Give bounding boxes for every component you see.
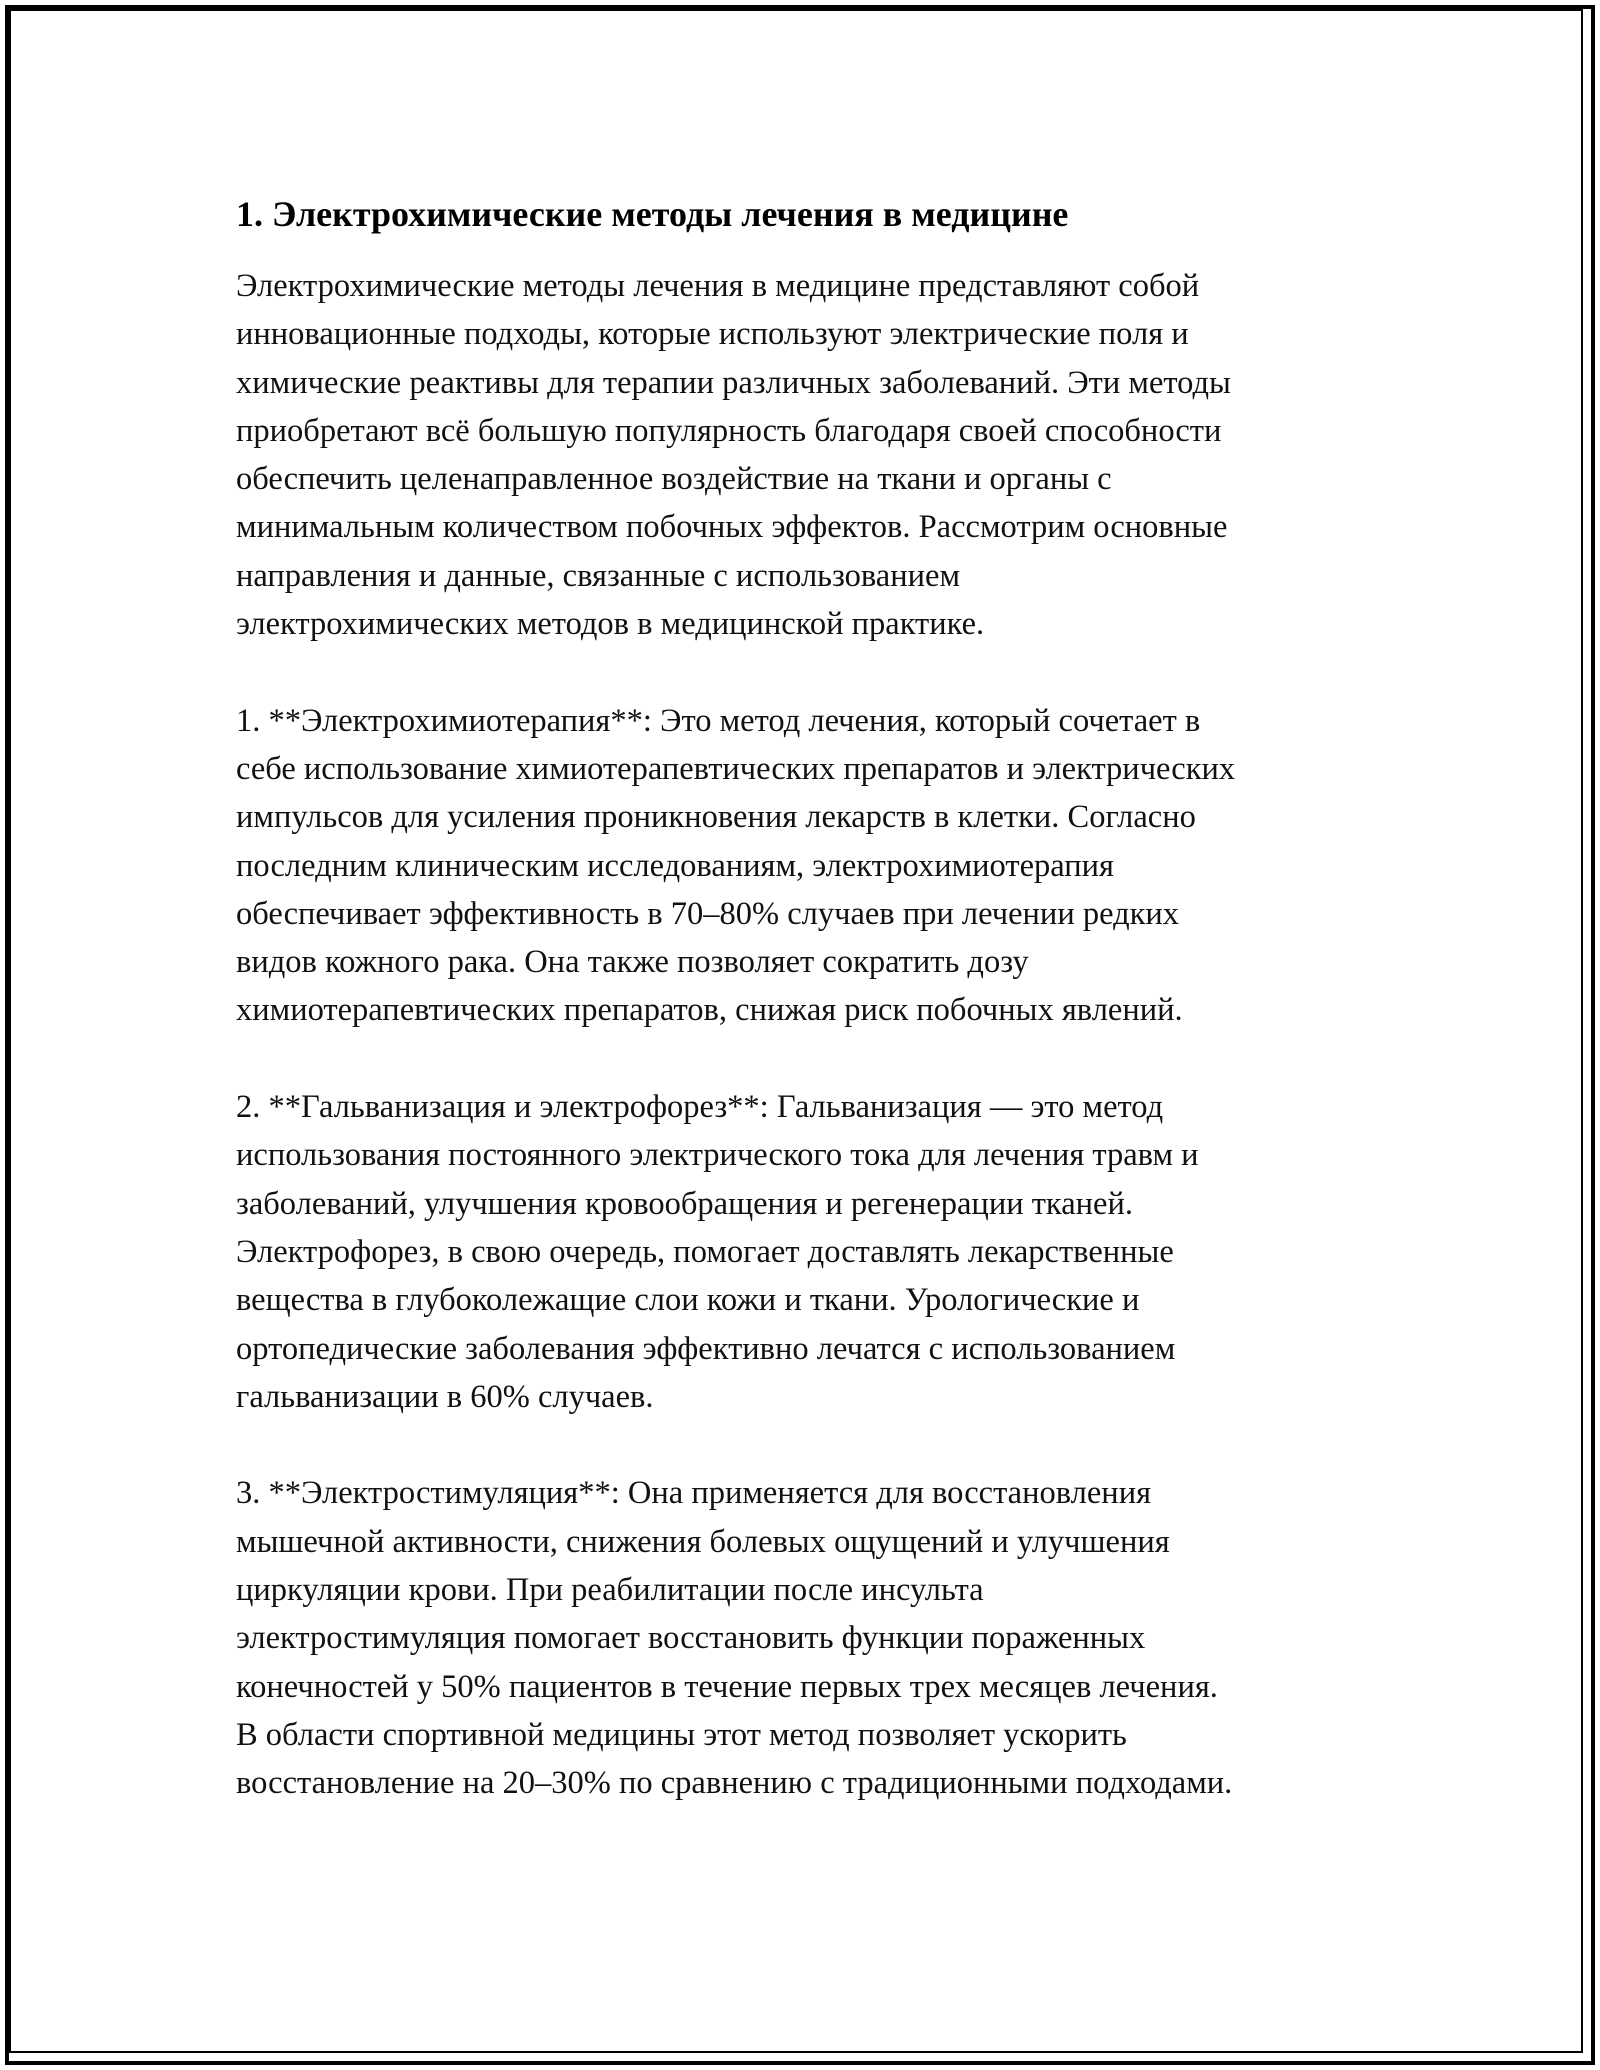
intro-paragraph: Электрохимические методы лечения в медицине представляют собой инновационные подходы, которые используют электрические поля и химические реактивы для терапии различных заболеваний. Эти методы приобретают всё большую популярность благодаря своей способности обеспечить целенаправленное воздействие на ткани и органы с минимальным количеством побочных эффектов. Рассмотрим основные направления и данные, связанные с использованием электрохимических методов в медицинской практике.	[236, 268, 1231, 643]
paragraph-galvanization-electrophoresis: 2. **Гальванизация и электрофорез**: Гальванизация — это метод использования постоянного электрического тока для лечения травм и заболеваний, улучшения кровообращения и регенерации тканей. Электрофорез, в свою очередь, помогает доставлять лекарственные вещества в глубоколежащие слои кожи и ткани. Урологические и ортопедические заболевания эффективно лечатся с использованием гальванизации в 60% случаев.	[236, 1089, 1199, 1415]
document-body	[236, 185, 1376, 1808]
paragraph-electrochemotherapy: 1. **Электрохимиотерапия**: Это метод лечения, который сочетает в себе использование химиотерапевтических препаратов и электрических импульсов для усиления проникновения лекарств в клетки. Согласно последним клиническим исследованиям, электрохимиотерапия обеспечивает эффективность в 70–80% случаев при лечении редких видов кожного рака. Она также позволяет сократить дозу химиотерапевтических препаратов, снижая риск побочных явлений.	[236, 702, 1236, 1029]
paragraph-electrostimulation: 3. **Электростимуляция**: Она применяется для восстановления мышечной активности, снижения болевых ощущений и улучшения циркуляции крови. При реабилитации после инсульта электростимуляция помогает восстановить функции пораженных конечностей у 50% пациентов в течение первых трех месяцев лечения. В области спортивной медицины этот метод позволяет ускорить восстановление на 20–30% по сравнению с традиционными подходами.	[236, 1475, 1233, 1802]
section-heading: 1. Электрохимические методы лечения в медицине	[236, 194, 1069, 234]
